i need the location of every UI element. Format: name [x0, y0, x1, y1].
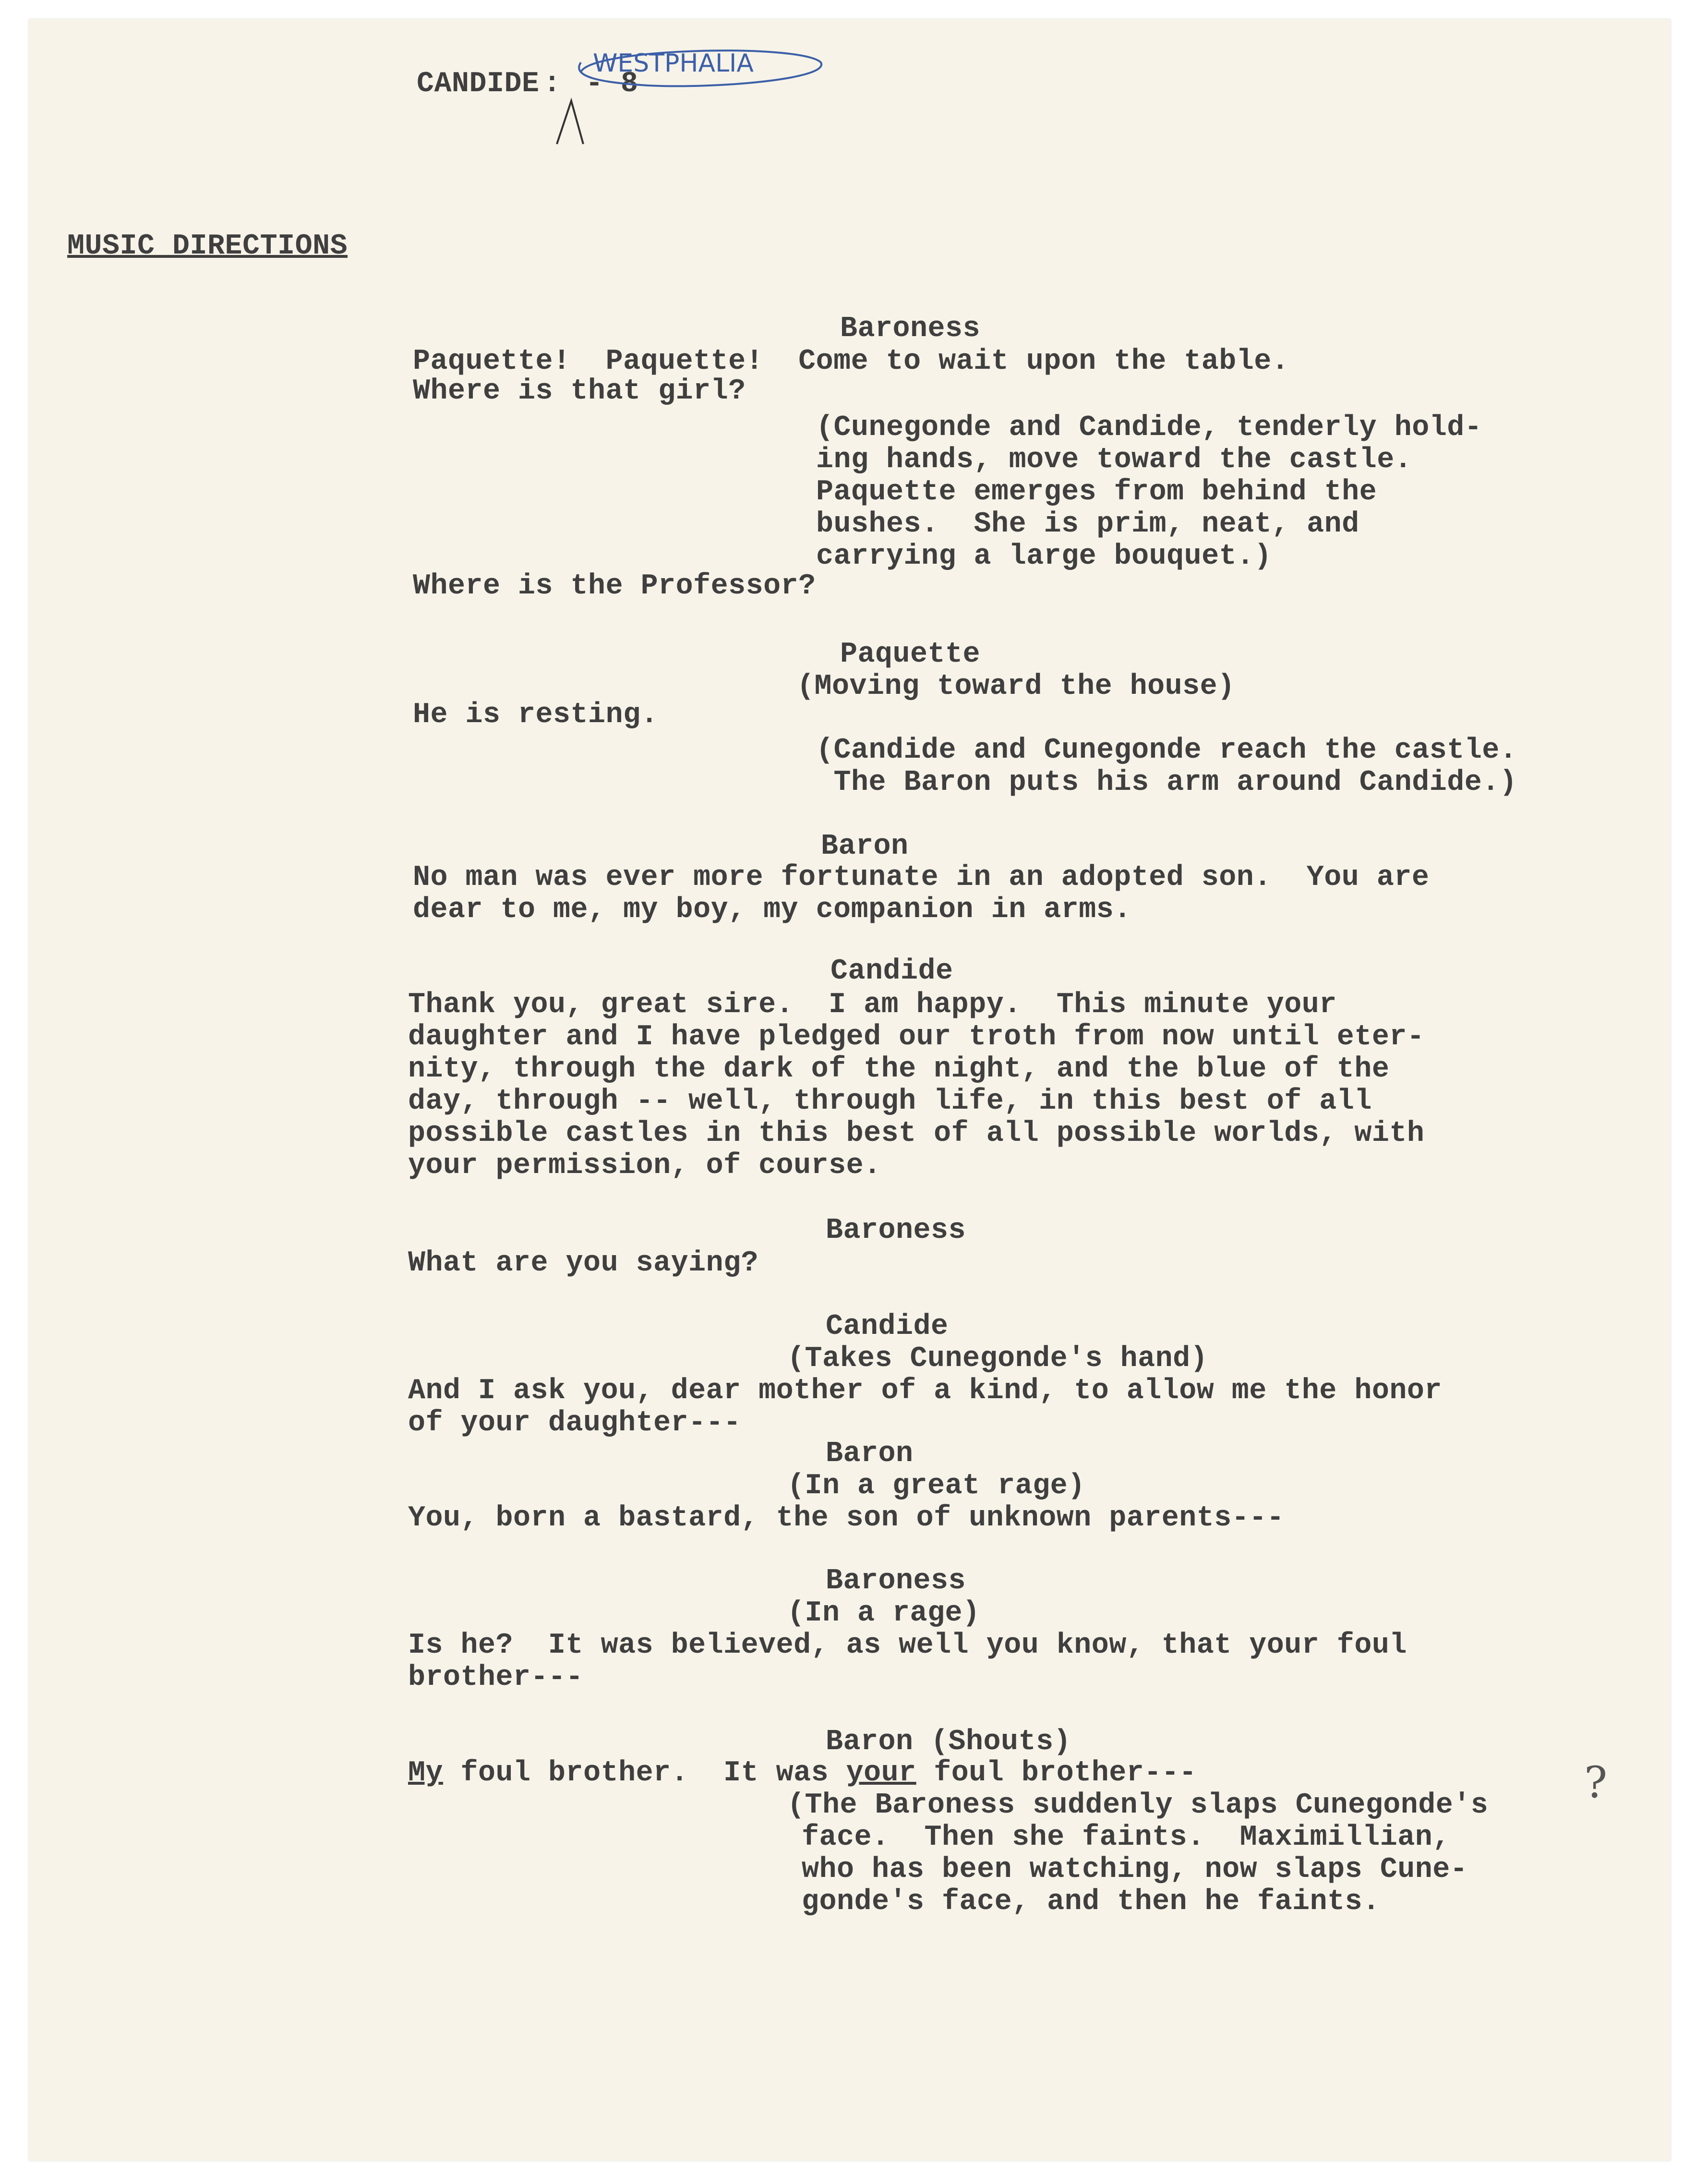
- dialogue-line: day, through -- well, through life, in this best of all: [408, 1085, 1372, 1118]
- stage-direction-line: (The Baroness suddenly slaps Cunegonde's: [787, 1789, 1489, 1822]
- emphasis-word: My: [408, 1757, 444, 1790]
- stage-direction-line: Paquette emerges from behind the: [816, 476, 1377, 508]
- handwritten-insert: WESTPHALIA: [593, 49, 754, 78]
- stage-direction-line: who has been watching, now slaps Cune-: [802, 1853, 1468, 1886]
- dialogue-line: nity, through the dark of the night, and the blue of the: [408, 1053, 1390, 1086]
- dialogue-line: Is he? It was believed, as well you know, that your foul: [408, 1629, 1407, 1662]
- dialogue-line: daughter and I have pledged our troth from now until eter-: [408, 1021, 1425, 1053]
- speaker-name: Candide: [826, 1310, 949, 1343]
- dialogue-line: brother---: [408, 1661, 584, 1694]
- typescript-page: [29, 19, 1671, 2161]
- stage-direction-line: gonde's face, and then he faints.: [802, 1886, 1380, 1918]
- dialogue-line: He is resting.: [413, 699, 659, 731]
- dialogue-line: No man was ever more fortunate in an adopted son. You are: [413, 861, 1430, 894]
- stage-direction-line: face. Then she faints. Maximillian,: [802, 1821, 1450, 1854]
- parenthetical: (In a rage): [787, 1597, 980, 1630]
- stage-direction-line: ing hands, move toward the castle.: [816, 444, 1412, 476]
- parenthetical: (Moving toward the house): [797, 670, 1235, 703]
- stage-direction-line: (Candide and Cunegonde reach the castle.: [816, 734, 1517, 767]
- speaker-name: Baroness: [826, 1565, 966, 1597]
- dialogue-line: Paquette! Paquette! Come to wait upon the table.: [413, 345, 1289, 378]
- speaker-name: Candide: [830, 955, 953, 988]
- speaker-name: Baron: [826, 1438, 914, 1470]
- dialogue-line: Where is the Professor?: [413, 570, 816, 603]
- stage-direction-line: (Cunegonde and Candide, tenderly hold-: [816, 411, 1482, 444]
- page-number: - 8: [586, 68, 638, 100]
- stage-direction-line: carrying a large bouquet.): [816, 540, 1272, 573]
- speaker-name: Baron (Shouts): [826, 1726, 1071, 1758]
- speaker-name: Baron: [821, 830, 909, 863]
- speaker-name: Paquette: [840, 638, 981, 671]
- margin-question-mark: ?: [1584, 1757, 1608, 1808]
- page-header-title: CANDIDE: [417, 68, 540, 100]
- emphasis-word: your: [846, 1757, 916, 1790]
- dialogue-line: What are you saying?: [408, 1247, 759, 1280]
- line-part: foul brother. It was: [443, 1757, 846, 1790]
- speaker-name: Baroness: [826, 1214, 966, 1247]
- line-part: foul brother---: [916, 1757, 1197, 1790]
- parenthetical: (Takes Cunegonde's hand): [787, 1342, 1208, 1375]
- dialogue-line: your permission, of course.: [408, 1149, 881, 1182]
- section-heading: MUSIC DIRECTIONS: [67, 230, 348, 263]
- dialogue-line: Thank you, great sire. I am happy. This minute your: [408, 989, 1337, 1021]
- dialogue-line: Where is that girl?: [413, 375, 746, 408]
- dialogue-line: of your daughter---: [408, 1407, 741, 1439]
- speaker-name: Baroness: [840, 313, 981, 345]
- dialogue-line: dear to me, my boy, my companion in arms.: [413, 894, 1131, 926]
- dialogue-line: You, born a bastard, the son of unknown parents---: [408, 1502, 1285, 1535]
- dialogue-line: And I ask you, dear mother of a kind, to allow me the honor: [408, 1375, 1442, 1407]
- stage-direction-line: bushes. She is prim, neat, and: [816, 508, 1359, 541]
- parenthetical: (In a great rage): [787, 1470, 1085, 1502]
- dialogue-line: possible castles in this best of all possible worlds, with: [408, 1117, 1425, 1150]
- dialogue-line-emphasis: [408, 1757, 1197, 1790]
- stage-direction-line: The Baron puts his arm around Candide.): [816, 766, 1517, 799]
- page-header-colon: :: [543, 68, 561, 100]
